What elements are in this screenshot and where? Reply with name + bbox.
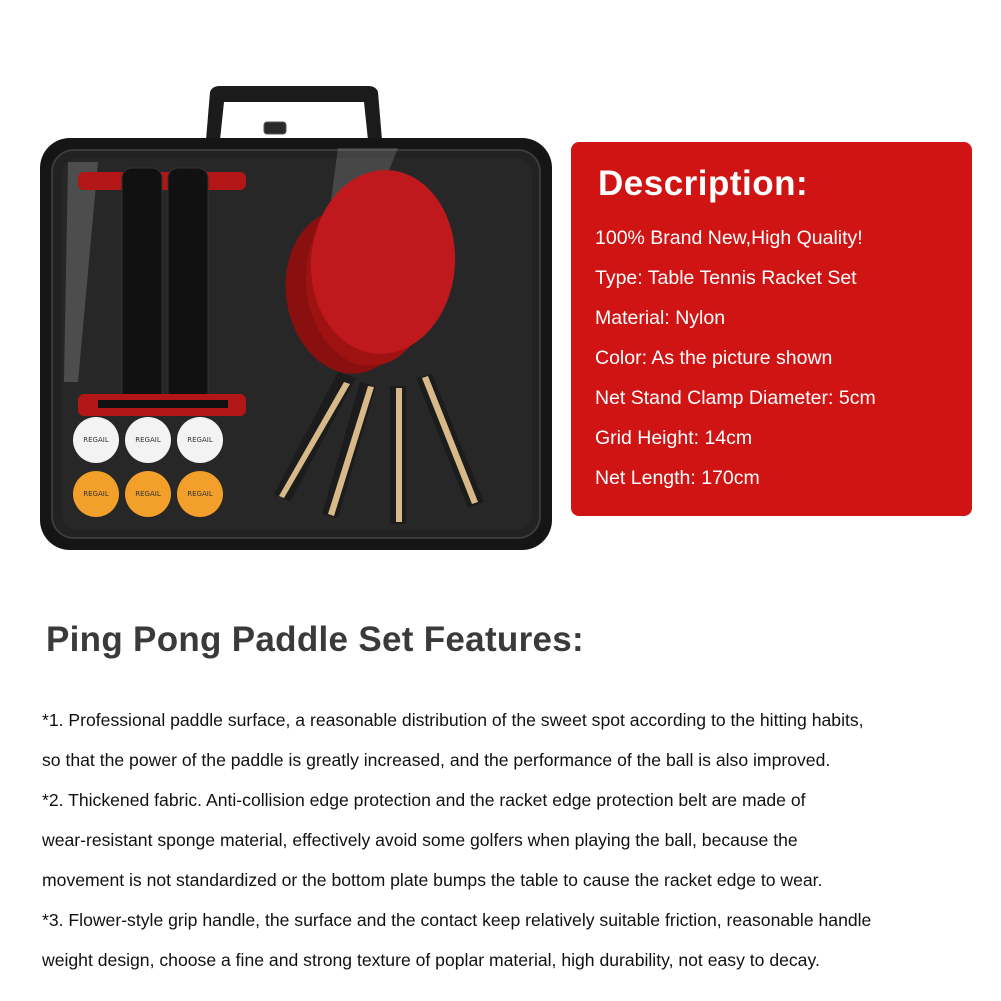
description-line: 100% Brand New,High Quality! xyxy=(595,227,863,249)
description-line: Grid Height: 14cm xyxy=(595,427,753,449)
feature-line: weight design, choose a fine and strong texture of poplar material, high durability, not easy to decay. xyxy=(42,950,820,970)
features-list xyxy=(42,700,992,980)
ball-brand-text: REGAIL xyxy=(187,436,213,444)
feature-line: so that the power of the paddle is greatly increased, and the performance of the ball is also improved. xyxy=(42,750,831,770)
bag-zipper-pull xyxy=(264,122,286,134)
ball-brand-text: REGAIL xyxy=(135,436,161,444)
description-line: Net Stand Clamp Diameter: 5cm xyxy=(595,387,876,409)
ball-brand-text: REGAIL xyxy=(83,436,109,444)
description-line: Color: As the picture shown xyxy=(595,347,833,369)
bag-handle xyxy=(206,86,382,140)
net-roll-2 xyxy=(168,168,208,408)
product-image xyxy=(38,82,558,562)
feature-line: *2. Thickened fabric. Anti-collision edge protection and the racket edge protection belt are made of xyxy=(42,790,806,810)
ball-brand-text: REGAIL xyxy=(135,490,161,498)
ball-brand-text: REGAIL xyxy=(83,490,109,498)
feature-line: movement is not standardized or the bottom plate bumps the table to cause the racket edge to wear. xyxy=(42,870,823,890)
description-panel xyxy=(571,142,972,516)
description-title: Description: xyxy=(598,164,809,203)
description-line: Type: Table Tennis Racket Set xyxy=(595,267,857,289)
features-title: Ping Pong Paddle Set Features: xyxy=(46,620,584,659)
description-line: Material: Nylon xyxy=(595,307,726,329)
feature-line: *3. Flower-style grip handle, the surface and the contact keep relatively suitable friction, reasonable handle xyxy=(42,910,872,930)
description-line: Net Length: 170cm xyxy=(595,467,760,489)
ball-brand-text: REGAIL xyxy=(187,490,213,498)
feature-line: *1. Professional paddle surface, a reasonable distribution of the sweet spot according to the hitting habits, xyxy=(42,710,864,730)
net-roll-1 xyxy=(122,168,162,408)
feature-line: wear-resistant sponge material, effectively avoid some golfers when playing the ball, because the xyxy=(42,830,798,850)
